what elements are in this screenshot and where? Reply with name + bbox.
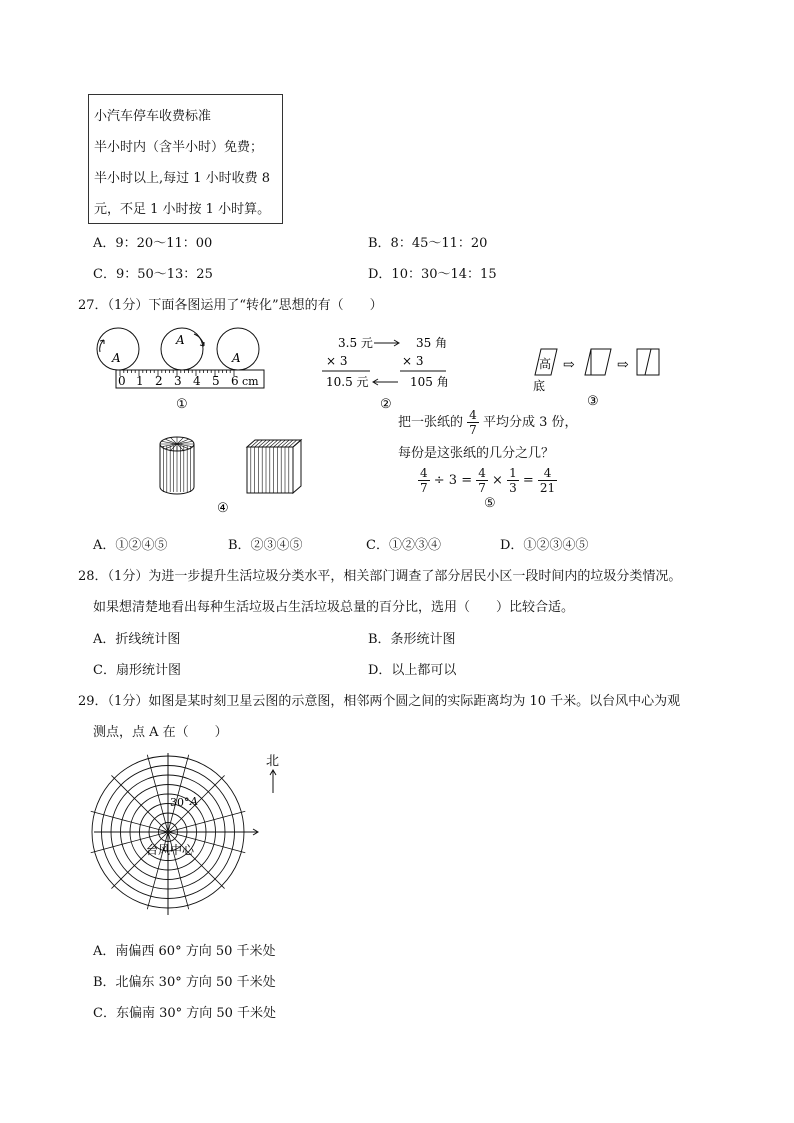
ruler-tick-2: 2 <box>155 374 163 388</box>
q28-option-a[interactable]: A．折线统计图 <box>93 632 181 647</box>
q28-option-c[interactable]: C．扇形统计图 <box>93 663 181 678</box>
fig1-number: ① <box>176 397 188 412</box>
q27-option-b[interactable]: B．②③④⑤ <box>228 538 303 553</box>
fraction-4-7: $\frac{4}{7}$ <box>469 408 477 437</box>
box-line-2: 半小时内（含半小时）免费； <box>94 140 264 155</box>
fig2-number: ② <box>380 397 392 410</box>
fig5-line-2: 每份是这张纸的几分之几？ <box>398 446 555 461</box>
fig4-number: ④ <box>217 501 229 516</box>
ruler-tick-3: 3 <box>174 374 182 388</box>
fig3-number: ③ <box>587 394 599 409</box>
fig1-point-a-2: A <box>176 333 185 347</box>
rotate-arrow-left-icon <box>100 340 104 352</box>
q28-question-line-1: 28．（1分）为进一步提升生活垃圾分类水平，相关部门调查了部分居民小区一段时间内的垃圾分类情况。 <box>78 569 682 584</box>
figure-2-unit-conversion <box>318 330 458 410</box>
ruler-tick-5: 5 <box>212 374 220 388</box>
q27-option-d[interactable]: D．①②③④⑤ <box>500 538 589 553</box>
figure-4-cylinder-cuboid <box>155 432 315 517</box>
q26-option-b[interactable]: B．8：45～11：20 <box>368 236 488 251</box>
point-a-label: A <box>190 795 198 808</box>
fig2-mul-2: × 3 <box>402 354 424 368</box>
q27-option-a[interactable]: A．①②④⑤ <box>93 538 168 553</box>
q28-option-d[interactable]: D．以上都可以 <box>368 663 457 678</box>
fig2-a: 3.5 元 <box>338 336 373 350</box>
fig1-point-a-1: A <box>112 351 121 365</box>
angle-label: 30° <box>170 796 190 809</box>
typhoon-map-diagram <box>90 745 290 925</box>
q26-option-d[interactable]: D．10：30～14：15 <box>368 267 497 282</box>
q28-option-b[interactable]: B．条形统计图 <box>368 632 456 647</box>
box-line-3: 半小时以上,每过 1 小时收费 8 <box>94 171 271 186</box>
fig2-b: 35 角 <box>416 336 448 350</box>
figure-3-parallelogram <box>525 345 665 410</box>
ruler-tick-0: 0 <box>118 374 126 388</box>
q29-option-b[interactable]: B．北偏东 30° 方向 50 千米处 <box>93 975 276 990</box>
ruler-tick-1: 1 <box>136 374 144 388</box>
q27-question: 27．（1分）下面各图运用了“转化”思想的有（ ） <box>78 298 383 313</box>
fig3-height: 高 <box>539 357 552 371</box>
q26-option-c[interactable]: C．9：50～13：25 <box>93 267 213 282</box>
fig3-arrow-2-icon: ⇨ <box>617 357 629 373</box>
fig3-arrow-1-icon: ⇨ <box>563 357 575 373</box>
q26-option-a[interactable]: A．9：20～11：00 <box>93 236 213 251</box>
fig5-number: ⑤ <box>484 496 496 511</box>
fig2-result-2: 105 角 <box>410 375 449 389</box>
ruler-tick-6: 6 <box>231 374 239 388</box>
fig5-line-1: 把一张纸的 $\frac{4}{7}$ 平均分成 3 份， <box>398 408 578 437</box>
box-line-4: 元，不足 1 小时按 1 小时算。 <box>94 202 271 217</box>
q29-option-c[interactable]: C．东偏南 30° 方向 50 千米处 <box>93 1006 277 1021</box>
ruler-unit: cm <box>242 375 259 388</box>
fig2-result-1: 10.5 元 <box>326 375 369 389</box>
fig1-point-a-3: A <box>232 351 241 365</box>
figure-1-rolling-circle <box>88 322 278 412</box>
q29-option-a[interactable]: A．南偏西 60° 方向 50 千米处 <box>93 944 276 959</box>
parking-fee-box <box>88 94 283 224</box>
q28-question-line-2: 如果想清楚地看出每种生活垃圾占生活垃圾总量的百分比，选用（ ）比较合适。 <box>93 600 575 615</box>
typhoon-center-label: 台风中心 <box>146 843 195 857</box>
north-label: 北 <box>266 754 280 769</box>
fig2-mul-1: × 3 <box>326 354 348 368</box>
box-line-1: 小汽车停车收费标准 <box>94 109 212 124</box>
fig3-base: 底 <box>533 379 546 393</box>
q29-question-line-1: 29．（1分）如图是某时刻卫星云图的示意图，相邻两个圆之间的实际距离均为 10 千米。以台风中心为观 <box>78 694 681 709</box>
fig5-equation: $\frac{4}{7}$ ÷ 3 = $\frac{4}{7}$ × $\frac{1}{3}$ = $\frac{4}{21}$ <box>420 466 556 495</box>
q29-question-line-2: 测点，点 A 在（ ） <box>93 725 228 740</box>
ruler-tick-4: 4 <box>193 374 201 388</box>
q27-option-c[interactable]: C．①②③④ <box>366 538 441 553</box>
